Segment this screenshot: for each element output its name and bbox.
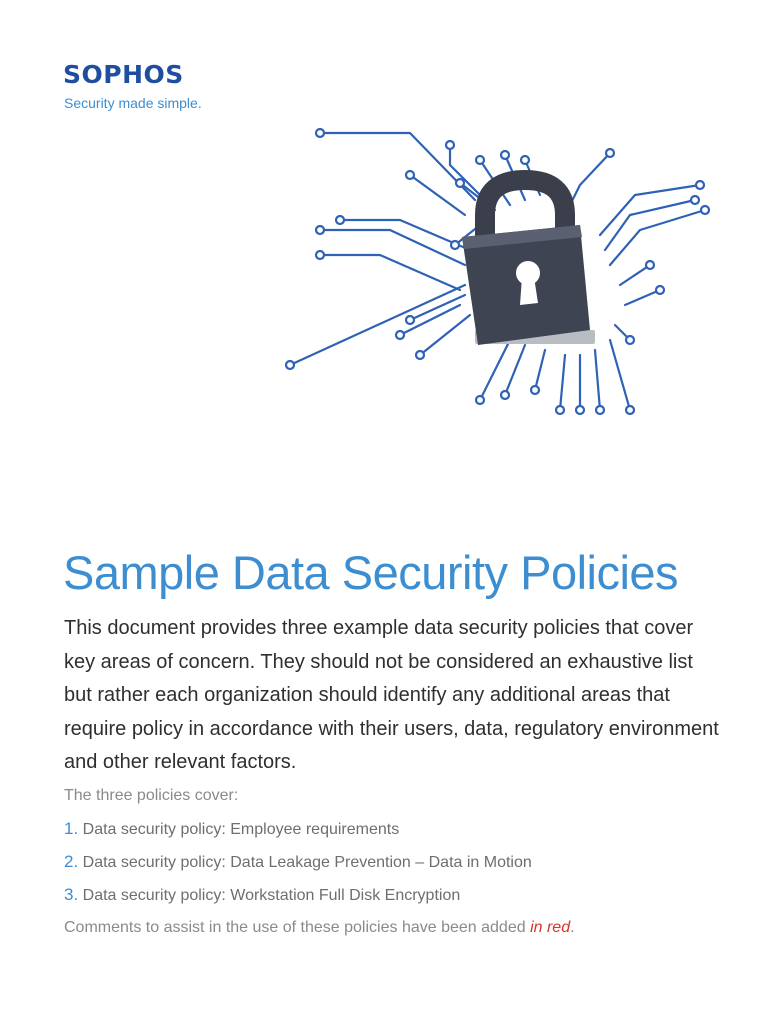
sophos-logo: SOPHOS: [63, 60, 184, 89]
list-number: 1.: [64, 819, 79, 838]
comments-end: .: [570, 919, 575, 936]
comments-note: [64, 919, 575, 937]
list-item: [64, 851, 532, 884]
policies-lead: The three policies cover:: [64, 787, 239, 804]
red-highlight: in red: [530, 919, 571, 936]
list-item: [64, 818, 532, 851]
intro-paragraph: This document provides three example data security policies that cover key areas of concern. They should not be considered an exhaustive list but rather each organization should identify any additional areas that require policy in accordance with their users, data, regulatory environment and other relevant factors.: [64, 617, 719, 773]
comments-text: Comments to assist in the use of these policies have been added: [64, 919, 531, 936]
list-number: 3.: [64, 885, 79, 904]
tagline: Security made simple.: [64, 95, 202, 111]
list-item: [64, 884, 532, 917]
list-number: 2.: [64, 852, 79, 871]
padlock-circuit-icon: [280, 125, 710, 425]
list-text: Data security policy: Workstation Full Disk Encryption: [82, 887, 461, 904]
policy-list: [64, 818, 532, 917]
page-title: Sample Data Security Policies: [63, 546, 679, 599]
list-text: Data security policy: Employee requirements: [82, 821, 400, 838]
list-text: Data security policy: Data Leakage Prevention – Data in Motion: [82, 854, 532, 871]
